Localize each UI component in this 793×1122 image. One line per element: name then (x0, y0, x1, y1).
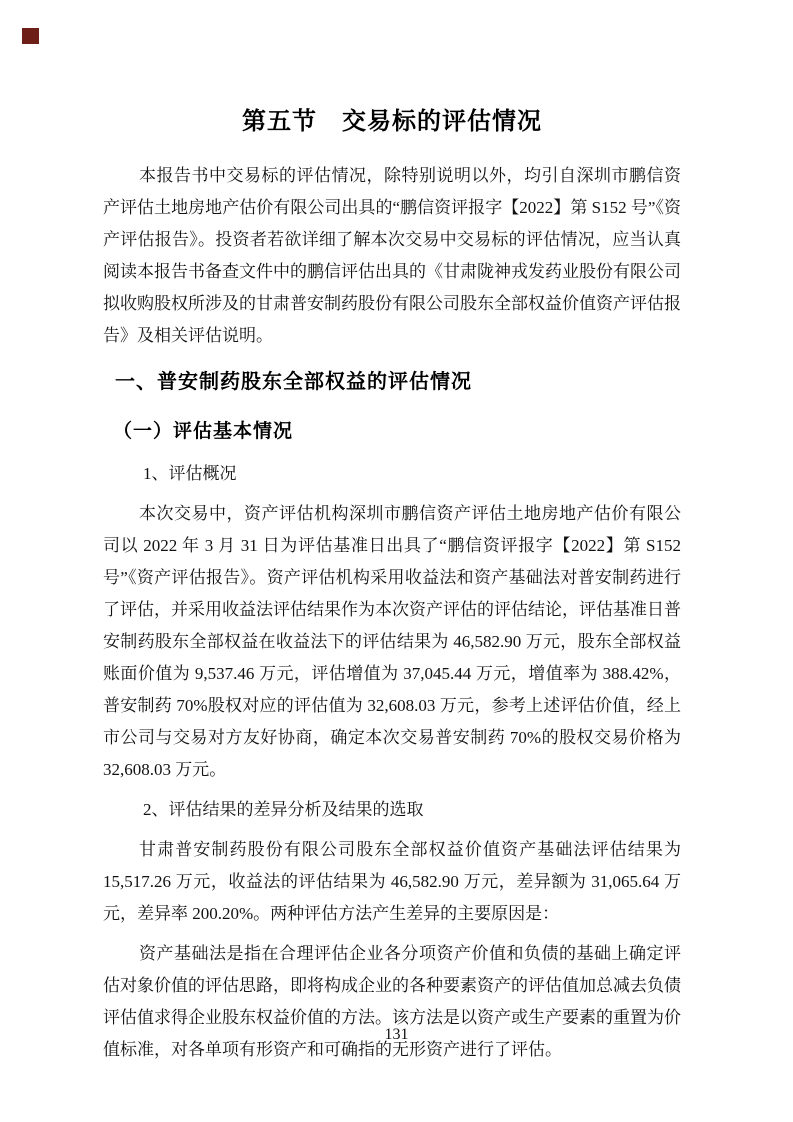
intro-paragraph: 本报告书中交易标的评估情况，除特别说明以外，均引自深圳市鹏信资产评估土地房地产估价有限公司出具的“鹏信资评报字【2022】第 S152 号”《资产评估报告》。投资者若欲详细了解本次交易中交易标的评估情况，应当认真阅读本报告书备查文件中的鹏信评估出具的《甘肃陇神戎发药业股份有限公司拟收购股权所涉及的甘肃普安制药股份有限公司股东全部权益价值资产评估报告》及相关评估说明。 (103, 166, 681, 345)
page-number: 131 (384, 1026, 409, 1043)
asset-based-method-paragraph: 资产基础法是指在合理评估企业各分项资产价值和负债的基础上确定评估对象价值的评估思路，即将构成企业的各种要素资产的评估值加总减去负债评估值求得企业股东权益价值的方法。该方法是以资产或生产要素的重置为价值标准，对各单项有形资产和可确指的无形资产进行了评估。 (103, 944, 681, 1059)
scan-artifact-mark (22, 28, 39, 44)
document-content (103, 106, 681, 1066)
heading-equity-valuation: 一、普安制药股东全部权益的评估情况 (115, 371, 472, 393)
numbered-item-valuation-overview: 1、评估概况 (143, 464, 237, 483)
valuation-overview-paragraph: 本次交易中，资产评估机构深圳市鹏信资产评估土地房地产估价有限公司以 2022 年 3 月 31 日为评估基准日出具了“鹏信资评报字【2022】第 S152 号”《资产评估报告》。资产评估机构采用收益法和资产基础法对普安制药进行了评估，并采用收益法评估结果作为本次资产评估的评估结论，评估基准日普安制药股东全部权益在收益法下的评估结果为 46,582.90 万元，股东全部权益账面价值为 9,537.46 万元，评估增值为 37,045.44 万元，增值率为 388.42%，普安制药 70%股权对应的评估值为 32,608.03 万元，参考上述评估价值，经上市公司与交易对方友好协商，确定本次交易普安制药 70%的股权交易价格为 32,608.03 万元。 (103, 504, 681, 779)
difference-analysis-paragraph: 甘肃普安制药股份有限公司股东全部权益价值资产基础法评估结果为 15,517.26 万元，收益法的评估结果为 46,582.90 万元，差异额为 31,065.64 万元，差异率 200.20%。两种评估方法产生差异的主要原因是： (103, 840, 681, 923)
section-title: 第五节 交易标的评估情况 (242, 108, 542, 135)
numbered-item-difference-analysis: 2、评估结果的差异分析及结果的选取 (143, 800, 424, 819)
heading-valuation-basics: （一）评估基本情况 (113, 421, 294, 442)
